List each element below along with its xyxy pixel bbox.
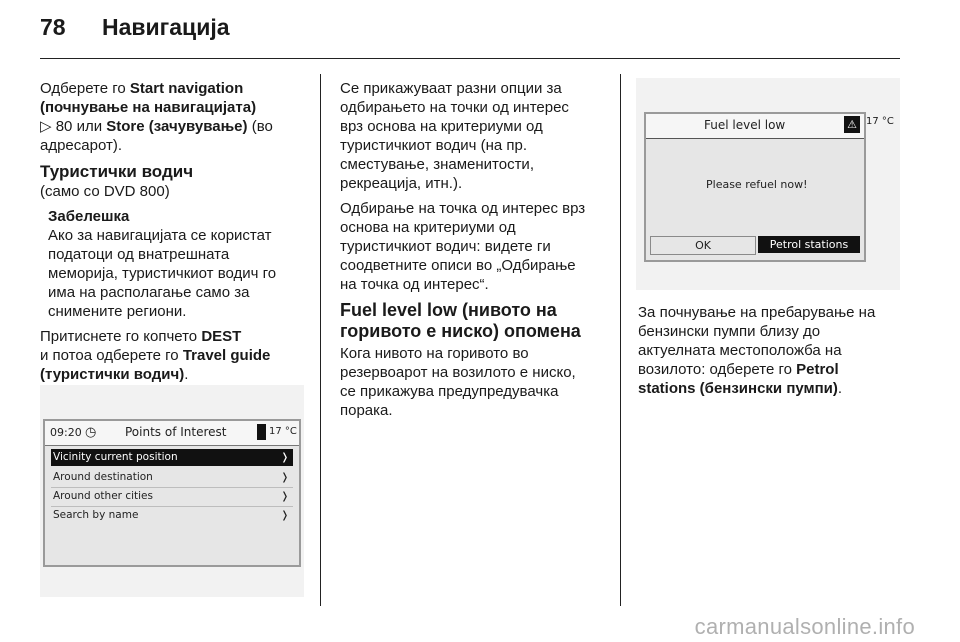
fuel-title-bar — [646, 114, 864, 139]
left-column — [40, 79, 310, 390]
middle-column — [340, 79, 610, 426]
column-divider-1 — [320, 74, 321, 606]
header-rule — [40, 58, 900, 59]
note-block — [40, 207, 310, 321]
line: резервоарот на возилото е ниско, — [340, 364, 576, 381]
screen-title: Fuel level low — [704, 118, 786, 132]
line: соодветните описи во „Одбирање — [340, 257, 576, 274]
page-header — [40, 14, 230, 41]
line: рекреација, итн.). — [340, 175, 463, 192]
store-label: Store (зачувување) — [106, 118, 248, 135]
line: актуелната местоположба на — [638, 342, 842, 359]
petrol-stations-label: stations (бензински пумпи) — [638, 380, 838, 397]
dest-label: DEST — [201, 328, 242, 345]
page-number: 78 — [40, 14, 66, 40]
line: горивото е ниско) опомена — [340, 321, 581, 341]
poi-item-search-by-name[interactable] — [51, 507, 293, 524]
temperature: 17 °C — [866, 116, 894, 127]
poi-screen — [43, 419, 301, 567]
travel-guide-label: Travel guide (туристички водич) — [40, 347, 271, 383]
text: Притиснете го копчето — [40, 328, 202, 345]
line: туристичкиот водич: видете ги — [340, 238, 551, 255]
chevron-right-icon: ❭ — [280, 491, 289, 502]
paragraph-start-navigation — [40, 79, 310, 155]
poi-item-label: Search by name — [53, 509, 139, 521]
clock-face-icon: ◷ — [85, 425, 97, 440]
ok-button[interactable]: OK — [650, 236, 756, 255]
temperature: 17 °C — [269, 426, 297, 437]
heading-tourist-guide: Туристички водич — [40, 162, 194, 181]
arrow-ref-icon: ▷ — [40, 118, 52, 135]
note-title: Забелешка — [48, 208, 130, 225]
poi-screenshot — [40, 385, 304, 597]
dvd-note: (само со DVD 800) — [40, 183, 170, 200]
text: Одберете го — [40, 80, 130, 97]
line: бензински пумпи близу до — [638, 323, 821, 340]
poi-item-label: Around other cities — [53, 490, 153, 502]
note-line: Ако за навигацијата се користат — [48, 227, 272, 244]
fuel-screen — [644, 112, 866, 262]
poi-item-vicinity[interactable] — [51, 449, 293, 466]
start-navigation-label: Start navigation (почнување на навигацијата) — [40, 80, 257, 116]
line: туристичкиот водич (на пр. — [340, 137, 527, 154]
text: (во адресарот). — [40, 118, 273, 154]
poi-item-label: Vicinity current position — [53, 451, 178, 463]
chevron-right-icon: ❭ — [280, 452, 289, 463]
line: Fuel level low (нивото на — [340, 300, 557, 320]
line: основа на критериуми од — [340, 219, 516, 236]
phone-icon — [257, 424, 266, 440]
line: се прикажува предупредувачка — [340, 383, 559, 400]
paragraph-select-poi — [340, 199, 610, 294]
line: Кога нивото на горивото во — [340, 345, 529, 362]
chevron-right-icon: ❭ — [280, 510, 289, 521]
line: Се прикажуваат разни опции за — [340, 80, 562, 97]
watermark: carmanualsonline.info — [694, 614, 915, 639]
line: За почнување на пребарување на — [638, 304, 876, 321]
text: . — [184, 366, 189, 383]
refuel-message: Please refuel now! — [706, 178, 808, 191]
poi-item-label: Around destination — [53, 471, 153, 483]
paragraph-fuel-warning — [340, 344, 610, 420]
note-line: меморија, туристичкиот водич го — [48, 265, 277, 282]
petrol-label: Petrol — [796, 361, 839, 378]
screen-title: Points of Interest — [125, 425, 227, 439]
line: сместување, знаменитости, — [340, 156, 534, 173]
warning-icon: ⚠ — [844, 116, 860, 133]
line: Одбирање на точка од интерес врз — [340, 200, 586, 217]
paragraph-petrol-stations — [638, 303, 900, 398]
poi-title-bar — [45, 421, 299, 446]
paragraph-options — [340, 79, 610, 193]
chevron-right-icon: ❭ — [280, 472, 289, 483]
clock: 09:20 — [50, 426, 82, 439]
text: 80 или — [55, 118, 107, 135]
poi-item-around-destination[interactable] — [51, 469, 293, 486]
line: возилото: одберете го — [638, 361, 797, 378]
paragraph-dest — [40, 327, 310, 384]
note-line: има на располагање само за — [48, 284, 250, 301]
petrol-stations-button[interactable]: Petrol stations — [758, 236, 860, 253]
right-column — [638, 303, 900, 404]
line: врз основа на критериуми од — [340, 118, 543, 135]
heading-fuel-level-low — [340, 300, 610, 342]
fuel-screenshot — [636, 78, 900, 290]
text: . — [837, 380, 843, 397]
poi-item-around-other-cities[interactable] — [51, 488, 293, 505]
column-divider-2 — [620, 74, 621, 606]
note-line: податоци од внатрешната — [48, 246, 230, 263]
line: на точка од интерес“. — [340, 276, 489, 293]
line: порака. — [340, 402, 393, 419]
text: и потоа одберете го — [40, 347, 183, 364]
line: одбирањето на точки од интерес — [340, 99, 569, 116]
note-line: снимените региони. — [48, 303, 187, 320]
page-title: Навигација — [102, 14, 230, 40]
